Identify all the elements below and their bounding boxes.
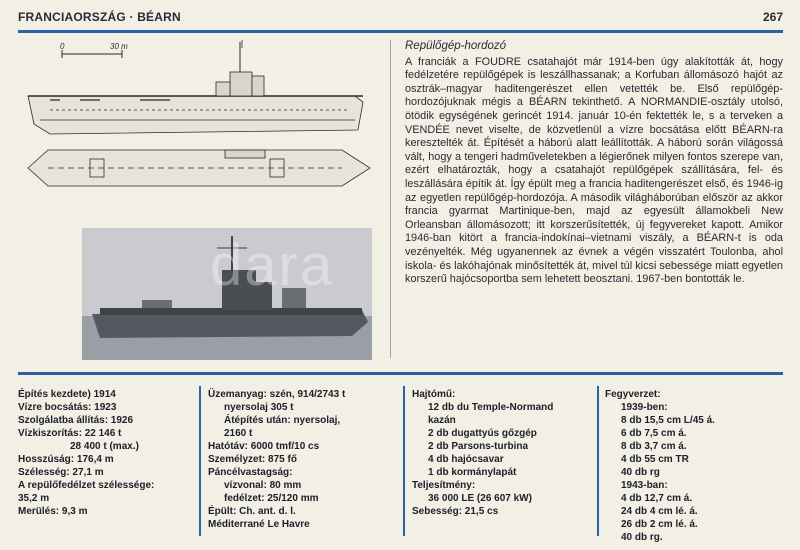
spec-line: 24 db 4 cm lé. á.	[621, 506, 698, 517]
spec-line: 4 db hajócsavar	[428, 454, 504, 465]
ship-technical-drawing	[20, 38, 380, 218]
column-separator	[390, 40, 391, 358]
spec-line: Épült: Ch. ant. d. l.	[208, 506, 296, 517]
header-rule	[18, 30, 783, 33]
page-header	[18, 10, 783, 30]
spec-line: vízvonal: 80 mm	[224, 480, 302, 491]
spec-line: 36 000 LE (26 607 kW)	[428, 493, 532, 504]
spec-line: Méditerrané Le Havre	[208, 519, 310, 530]
spec-line: kazán	[428, 415, 456, 426]
page-title: FRANCIAORSZÁG · BÉARN	[18, 10, 181, 24]
spec-line: 12 db du Temple-Normand	[428, 402, 554, 413]
spec-line: 4 db 12,7 cm á.	[621, 493, 693, 504]
spec-line: 1939-ben:	[621, 402, 668, 413]
article	[405, 40, 783, 287]
section-rule	[18, 372, 783, 375]
spec-line: Hosszúság: 176,4 m	[18, 454, 114, 465]
specs-divider	[403, 386, 405, 536]
spec-line: 1 db kormánylapát	[428, 467, 517, 478]
spec-line: 8 db 15,5 cm L/45 á.	[621, 415, 715, 426]
specs-divider	[597, 386, 599, 536]
spec-line: nyersolaj 305 t	[224, 402, 294, 413]
spec-line: 40 db rg	[621, 467, 660, 478]
spec-line: Üzemanyag: szén, 914/2743 t	[208, 389, 346, 400]
watermark: dara	[210, 233, 335, 298]
article-body: A franciák a FOUDRE csatahajót már 1914-ben úgy alakították át, hogy fedélzetére repülőgépek is leszállhassanak; a Korfuban állomásozó hajót az osztrák–magyar haditengerészet ellen vetették be. Első repülőgép-hordozójuknak mégis a BÉARN tekinthető. A NORMANDIE-osztály utolsó, ötödik egységének gerincét 1914. január 10-én fektették le, s a terveken a VENDÉE nevet viselte, de közvetlenül a vízre bocsátása előtt BÉARN-ra keresztelték át. Építését a háború alatt leállították. A háború során világossá vált, hogy a tengeri hadműveletekben a légierőnek milyen fontos szerepe van, ezért elhatározták, hogy a csatahajót repülőgépek szállítására, fel- és leszállására építik át. Így épült meg a francia haditengerészet első, és 1946-ig az egyetlen repülőgép-hordozója. A második világháborúban először az akkor francia gyarmat Martinique-ben, majd az egyesült államokbeli New Orleansban állomásozott; itt korszerűsítették, új fegyvereket kapott. Amikor 1946-ban kitört a francia-indokínai–vietnami viszály, a BÉARN-t is oda vezényelték. Még ugyanennek az évnek a végén visszatért Toulonba, ahol iskola- és lakóhajónak minősítették át, mivel túl kicsi sebessége miatt egyetlen korszerű hajócsoportba sem lehetett beosztani. 1967-ben bontották le.	[405, 55, 783, 286]
spec-line: Átépítés után: nyersolaj,	[224, 415, 341, 426]
spec-line: Szélesség: 27,1 m	[18, 467, 104, 478]
spec-line: Szolgálatba állítás: 1926	[18, 415, 134, 426]
spec-line: Fegyverzet:	[605, 389, 661, 400]
spec-line: Építés kezdete) 1914	[18, 389, 116, 400]
spec-line: 2 db dugattyús gőzgép	[428, 428, 537, 439]
scale-bar	[60, 42, 128, 58]
specs-column-armament	[605, 388, 783, 544]
spec-line: 28 400 t (max.)	[70, 441, 139, 452]
spec-line: Páncélvastagság:	[208, 467, 293, 478]
spec-line: 2 db Parsons-turbina	[428, 441, 529, 452]
spec-line: Teljesítmény:	[412, 480, 476, 491]
spec-line: Sebesség: 21,5 cs	[412, 506, 499, 517]
scale-start-label: 0	[60, 42, 65, 51]
spec-line: 26 db 2 cm lé. á.	[621, 519, 698, 530]
ship-photograph	[82, 228, 372, 360]
page-number: 267	[762, 10, 783, 24]
spec-line: 6 db 7,5 cm á.	[621, 428, 687, 439]
spec-line: 2160 t	[224, 428, 253, 439]
spec-line: Hajtómű:	[412, 389, 456, 400]
spec-line: 8 db 3,7 cm á.	[621, 441, 687, 452]
spec-line: fedélzet: 25/120 mm	[224, 493, 319, 504]
spec-line: 35,2 m	[18, 493, 50, 504]
article-title: Repülőgép-hordozó	[405, 40, 507, 52]
spec-line: Vízkiszorítás: 22 146 t	[18, 428, 122, 439]
specs-column-construction	[18, 388, 196, 518]
spec-line: Személyzet: 875 fő	[208, 454, 297, 465]
spec-line: 40 db rg.	[621, 532, 663, 543]
spec-line: Merülés: 9,3 m	[18, 506, 88, 517]
specs-divider	[199, 386, 201, 536]
spec-line: Hatótáv: 6000 tmf/10 cs	[208, 441, 320, 452]
spec-line: 4 db 55 cm TR	[621, 454, 689, 465]
spec-line: 1943-ban:	[621, 480, 668, 491]
spec-line: Vízre bocsátás: 1923	[18, 402, 117, 413]
plan-view	[28, 150, 370, 186]
scale-end-label: 30 m	[110, 42, 128, 51]
spec-line: A repülőfedélzet szélessége:	[18, 480, 155, 491]
specs-column-fuel-armor	[208, 388, 400, 531]
specs-column-propulsion	[412, 388, 594, 518]
